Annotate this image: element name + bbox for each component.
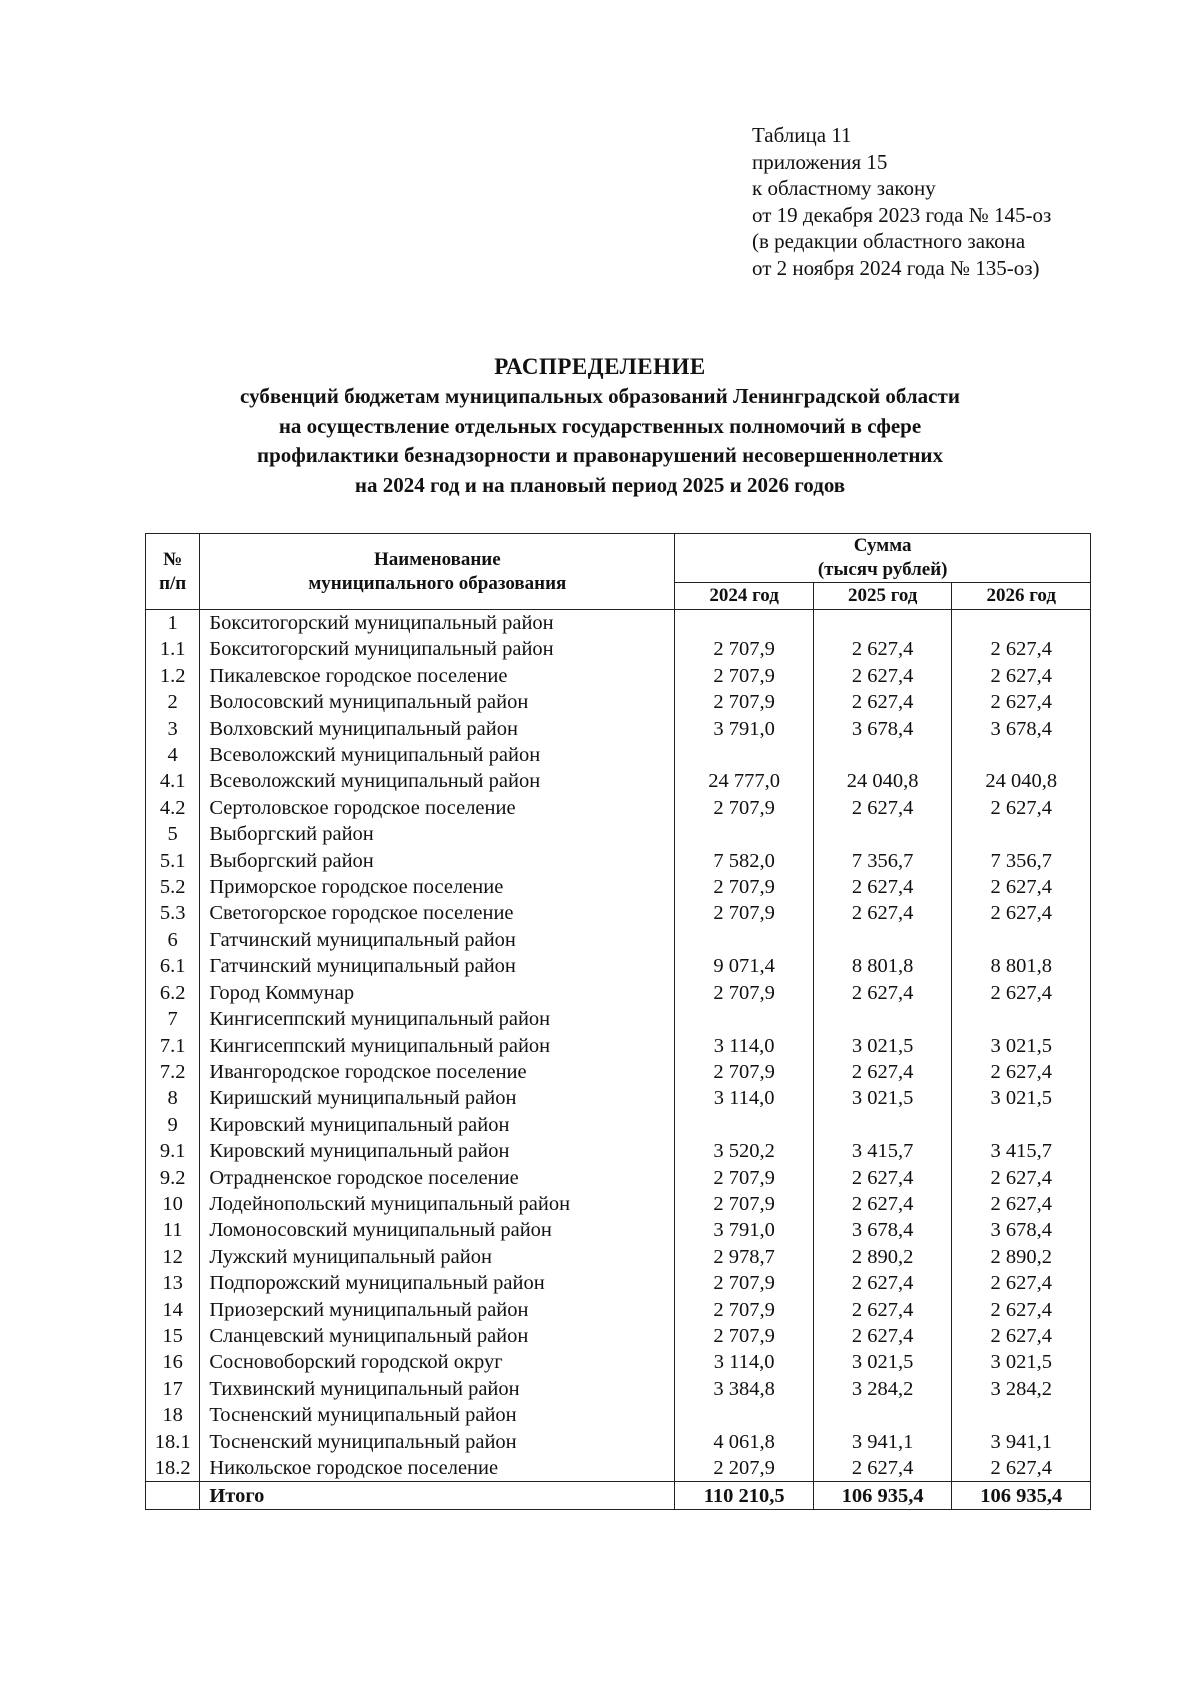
row-value-2025: 3 021,5 — [813, 1085, 952, 1111]
row-name: Гатчинский муниципальный район — [200, 927, 675, 953]
row-value-2026: 2 627,4 — [952, 663, 1091, 689]
total-row — [146, 1482, 1091, 1510]
distribution-table — [145, 533, 1091, 1510]
row-number: 7 — [146, 1006, 200, 1032]
row-value-2025: 3 021,5 — [813, 1349, 952, 1375]
header-name-line2: муниципального образования — [308, 572, 567, 594]
row-number: 18 — [146, 1402, 200, 1428]
row-value-2024: 2 707,9 — [675, 795, 814, 821]
row-number: 4.1 — [146, 768, 200, 794]
row-value-2026 — [952, 1112, 1091, 1138]
row-value-2026: 2 627,4 — [952, 1165, 1091, 1191]
row-value-2025 — [813, 927, 952, 953]
row-value-2026: 3 941,1 — [952, 1429, 1091, 1455]
row-number: 18.1 — [146, 1429, 200, 1455]
row-value-2024: 2 707,9 — [675, 1191, 814, 1217]
row-number: 8 — [146, 1085, 200, 1111]
title-line: на осуществление отдельных государственных полномочий в сфере — [278, 413, 922, 438]
row-name: Кингисеппский муниципальный район — [200, 1006, 675, 1032]
row-value-2024: 3 791,0 — [675, 1217, 814, 1243]
row-value-2025: 3 678,4 — [813, 716, 952, 742]
row-value-2025 — [813, 1006, 952, 1032]
row-number: 12 — [146, 1244, 200, 1270]
total-2026: 106 935,4 — [952, 1482, 1091, 1510]
header-name — [200, 534, 675, 610]
table-reference-note — [752, 122, 1051, 281]
table-row — [146, 874, 1091, 900]
row-value-2024: 2 707,9 — [675, 874, 814, 900]
row-value-2025: 2 627,4 — [813, 689, 952, 715]
row-value-2026: 2 627,4 — [952, 900, 1091, 926]
row-name: Ивангородское городское поселение — [200, 1059, 675, 1085]
row-value-2026: 2 627,4 — [952, 1270, 1091, 1296]
row-name: Волосовский муниципальный район — [200, 689, 675, 715]
row-number: 6.1 — [146, 953, 200, 979]
row-value-2026: 2 627,4 — [952, 689, 1091, 715]
row-value-2026: 2 627,4 — [952, 795, 1091, 821]
row-value-2026: 3 678,4 — [952, 1217, 1091, 1243]
row-value-2026: 3 021,5 — [952, 1349, 1091, 1375]
row-value-2025: 2 890,2 — [813, 1244, 952, 1270]
header-number — [146, 534, 200, 610]
table-body — [146, 610, 1091, 1482]
row-value-2026: 2 627,4 — [952, 1297, 1091, 1323]
row-value-2024: 2 707,9 — [675, 663, 814, 689]
row-value-2025: 3 678,4 — [813, 1217, 952, 1243]
row-value-2026: 2 627,4 — [952, 874, 1091, 900]
row-name: Лужский муниципальный район — [200, 1244, 675, 1270]
row-number: 7.1 — [146, 1033, 200, 1059]
row-name: Киришский муниципальный район — [200, 1085, 675, 1111]
row-number: 11 — [146, 1217, 200, 1243]
row-value-2026: 3 021,5 — [952, 1085, 1091, 1111]
row-name: Ломоносовский муниципальный район — [200, 1217, 675, 1243]
note-line: к областному закону — [752, 176, 936, 200]
row-value-2024 — [675, 821, 814, 847]
table-row — [146, 1217, 1091, 1243]
row-value-2026: 2 627,4 — [952, 1059, 1091, 1085]
row-value-2025: 2 627,4 — [813, 1059, 952, 1085]
row-number: 5 — [146, 821, 200, 847]
header-year-2025: 2025 год — [813, 583, 952, 610]
row-value-2025: 2 627,4 — [813, 900, 952, 926]
row-number: 1.1 — [146, 636, 200, 662]
row-value-2025: 3 941,1 — [813, 1429, 952, 1455]
table-row — [146, 1165, 1091, 1191]
row-name: Приозерский муниципальный район — [200, 1297, 675, 1323]
row-value-2024: 2 707,9 — [675, 636, 814, 662]
table-row — [146, 900, 1091, 926]
header-sum — [675, 534, 1091, 583]
row-value-2025 — [813, 610, 952, 637]
table-row — [146, 1376, 1091, 1402]
table-row — [146, 1112, 1091, 1138]
row-value-2024: 2 707,9 — [675, 1270, 814, 1296]
row-number: 13 — [146, 1270, 200, 1296]
title-line: на 2024 год и на плановый период 2025 и 2026 годов — [354, 472, 846, 497]
row-number: 7.2 — [146, 1059, 200, 1085]
row-value-2025 — [813, 1402, 952, 1428]
row-value-2024: 2 707,9 — [675, 1323, 814, 1349]
row-value-2026: 3 284,2 — [952, 1376, 1091, 1402]
header-sum-line2: (тысяч рублей) — [817, 559, 948, 580]
row-name: Город Коммунар — [200, 980, 675, 1006]
row-value-2026: 2 627,4 — [952, 1191, 1091, 1217]
title-line: субвенций бюджетам муниципальных образований Ленинградской области — [240, 384, 960, 408]
table-row — [146, 927, 1091, 953]
table-row — [146, 689, 1091, 715]
row-value-2024 — [675, 1006, 814, 1032]
total-number-cell — [146, 1482, 200, 1510]
row-number: 6.2 — [146, 980, 200, 1006]
row-value-2025: 24 040,8 — [813, 768, 952, 794]
row-value-2025 — [813, 821, 952, 847]
row-number: 5.3 — [146, 900, 200, 926]
row-name: Гатчинский муниципальный район — [200, 953, 675, 979]
row-name: Светогорское городское поселение — [200, 900, 675, 926]
table-row — [146, 742, 1091, 768]
row-value-2024: 3 114,0 — [675, 1085, 814, 1111]
row-value-2026: 3 021,5 — [952, 1033, 1091, 1059]
row-number: 4.2 — [146, 795, 200, 821]
row-value-2025: 7 356,7 — [813, 848, 952, 874]
table-row — [146, 1270, 1091, 1296]
table-row — [146, 953, 1091, 979]
row-name: Бокситогорский муниципальный район — [200, 636, 675, 662]
row-name: Бокситогорский муниципальный район — [200, 610, 675, 637]
row-number: 10 — [146, 1191, 200, 1217]
row-value-2025: 3 284,2 — [813, 1376, 952, 1402]
row-name: Сланцевский муниципальный район — [200, 1323, 675, 1349]
row-name: Тихвинский муниципальный район — [200, 1376, 675, 1402]
row-name: Кировский муниципальный район — [200, 1112, 675, 1138]
row-number: 9.2 — [146, 1165, 200, 1191]
row-number: 16 — [146, 1349, 200, 1375]
table-row — [146, 610, 1091, 637]
row-name: Кингисеппский муниципальный район — [200, 1033, 675, 1059]
row-name: Никольское городское поселение — [200, 1455, 675, 1482]
row-value-2025: 2 627,4 — [813, 1270, 952, 1296]
table-row — [146, 1138, 1091, 1164]
row-number: 15 — [146, 1323, 200, 1349]
note-line: от 19 декабря 2023 года № 145-оз — [752, 202, 1052, 227]
row-value-2025 — [813, 1112, 952, 1138]
document-title — [130, 352, 1070, 500]
header-year-2026: 2026 год — [952, 583, 1091, 610]
row-name: Всеволожский муниципальный район — [200, 742, 675, 768]
table-row — [146, 1033, 1091, 1059]
note-line: (в редакции областного закона — [752, 229, 1026, 253]
note-line: от 2 ноября 2024 года № 135-оз) — [752, 255, 1040, 280]
table-row — [146, 1349, 1091, 1375]
row-name: Всеволожский муниципальный район — [200, 768, 675, 794]
row-value-2026 — [952, 742, 1091, 768]
row-value-2024 — [675, 1112, 814, 1138]
row-value-2025: 2 627,4 — [813, 1297, 952, 1323]
note-line: приложения 15 — [752, 149, 888, 174]
table-row — [146, 1323, 1091, 1349]
row-value-2026: 2 627,4 — [952, 1455, 1091, 1482]
table-row — [146, 1297, 1091, 1323]
row-number: 9 — [146, 1112, 200, 1138]
row-number: 18.2 — [146, 1455, 200, 1482]
row-value-2026 — [952, 1402, 1091, 1428]
table-row — [146, 980, 1091, 1006]
row-number: 5.2 — [146, 874, 200, 900]
header-name-line1: Наименование — [374, 548, 501, 570]
row-value-2026: 2 627,4 — [952, 1323, 1091, 1349]
row-name: Лодейнопольский муниципальный район — [200, 1191, 675, 1217]
row-number: 2 — [146, 689, 200, 715]
row-value-2025 — [813, 742, 952, 768]
row-value-2025: 2 627,4 — [813, 980, 952, 1006]
row-value-2024: 2 707,9 — [675, 900, 814, 926]
total-label: Итого — [200, 1482, 675, 1510]
row-number: 3 — [146, 716, 200, 742]
row-value-2024: 2 707,9 — [675, 1165, 814, 1191]
row-value-2024: 2 978,7 — [675, 1244, 814, 1270]
row-value-2026: 2 627,4 — [952, 980, 1091, 1006]
row-value-2024 — [675, 1402, 814, 1428]
total-2025: 106 935,4 — [813, 1482, 952, 1510]
row-number: 6 — [146, 927, 200, 953]
table-row — [146, 1455, 1091, 1482]
row-value-2026: 2 890,2 — [952, 1244, 1091, 1270]
row-name: Отрадненское городское поселение — [200, 1165, 675, 1191]
row-value-2025: 8 801,8 — [813, 953, 952, 979]
row-name: Приморское городское поселение — [200, 874, 675, 900]
row-value-2024: 3 114,0 — [675, 1349, 814, 1375]
row-value-2024 — [675, 742, 814, 768]
row-name: Тосненский муниципальный район — [200, 1429, 675, 1455]
row-name: Кировский муниципальный район — [200, 1138, 675, 1164]
row-value-2025: 2 627,4 — [813, 874, 952, 900]
table-row — [146, 663, 1091, 689]
row-value-2024: 2 207,9 — [675, 1455, 814, 1482]
row-number: 4 — [146, 742, 200, 768]
row-value-2025: 2 627,4 — [813, 1191, 952, 1217]
header-number-line1: № — [163, 548, 183, 570]
table-row — [146, 821, 1091, 847]
row-number: 17 — [146, 1376, 200, 1402]
row-name: Сертоловское городское поселение — [200, 795, 675, 821]
row-value-2026 — [952, 1006, 1091, 1032]
header-year-2024: 2024 год — [675, 583, 814, 610]
note-line: Таблица 11 — [752, 123, 852, 147]
title-main: РАСПРЕДЕЛЕНИЕ — [494, 354, 706, 379]
row-value-2024: 3 114,0 — [675, 1033, 814, 1059]
row-number: 9.1 — [146, 1138, 200, 1164]
table-row — [146, 848, 1091, 874]
table-row — [146, 1244, 1091, 1270]
title-line: профилактики безнадзорности и правонарушений несовершеннолетних — [256, 443, 944, 467]
row-value-2024: 9 071,4 — [675, 953, 814, 979]
table-row — [146, 1402, 1091, 1428]
row-value-2024: 7 582,0 — [675, 848, 814, 874]
table-row — [146, 636, 1091, 662]
row-number: 5.1 — [146, 848, 200, 874]
row-value-2024: 3 520,2 — [675, 1138, 814, 1164]
row-value-2026 — [952, 821, 1091, 847]
row-value-2024: 4 061,8 — [675, 1429, 814, 1455]
table-row — [146, 1191, 1091, 1217]
row-value-2024 — [675, 927, 814, 953]
row-name: Выборгский район — [200, 848, 675, 874]
row-value-2026: 2 627,4 — [952, 636, 1091, 662]
row-number: 14 — [146, 1297, 200, 1323]
table-row — [146, 768, 1091, 794]
row-name: Подпорожский муниципальный район — [200, 1270, 675, 1296]
row-value-2024: 3 384,8 — [675, 1376, 814, 1402]
row-name: Выборгский район — [200, 821, 675, 847]
total-2024: 110 210,5 — [675, 1482, 814, 1510]
row-value-2025: 2 627,4 — [813, 1323, 952, 1349]
row-name: Пикалевское городское поселение — [200, 663, 675, 689]
table-row — [146, 1006, 1091, 1032]
row-value-2025: 2 627,4 — [813, 636, 952, 662]
row-name: Сосновоборский городской округ — [200, 1349, 675, 1375]
row-value-2025: 3 021,5 — [813, 1033, 952, 1059]
row-value-2024 — [675, 610, 814, 637]
row-value-2025: 3 415,7 — [813, 1138, 952, 1164]
row-value-2025: 2 627,4 — [813, 1455, 952, 1482]
row-value-2026: 3 415,7 — [952, 1138, 1091, 1164]
row-number: 1 — [146, 610, 200, 637]
row-value-2024: 3 791,0 — [675, 716, 814, 742]
row-value-2025: 2 627,4 — [813, 795, 952, 821]
row-value-2024: 2 707,9 — [675, 980, 814, 1006]
row-value-2026: 3 678,4 — [952, 716, 1091, 742]
table-row — [146, 1085, 1091, 1111]
header-sum-line1: Сумма — [853, 535, 912, 556]
table-row — [146, 795, 1091, 821]
row-value-2026: 7 356,7 — [952, 848, 1091, 874]
row-value-2024: 2 707,9 — [675, 689, 814, 715]
row-value-2024: 2 707,9 — [675, 1297, 814, 1323]
row-name: Волховский муниципальный район — [200, 716, 675, 742]
header-number-line2: п/п — [159, 572, 187, 594]
table-row — [146, 1429, 1091, 1455]
row-value-2025: 2 627,4 — [813, 663, 952, 689]
row-value-2026: 8 801,8 — [952, 953, 1091, 979]
table-row — [146, 1059, 1091, 1085]
row-value-2024: 24 777,0 — [675, 768, 814, 794]
row-value-2026 — [952, 927, 1091, 953]
row-value-2026: 24 040,8 — [952, 768, 1091, 794]
row-value-2026 — [952, 610, 1091, 637]
row-value-2024: 2 707,9 — [675, 1059, 814, 1085]
row-name: Тосненский муниципальный район — [200, 1402, 675, 1428]
row-number: 1.2 — [146, 663, 200, 689]
row-value-2025: 2 627,4 — [813, 1165, 952, 1191]
table-row — [146, 716, 1091, 742]
